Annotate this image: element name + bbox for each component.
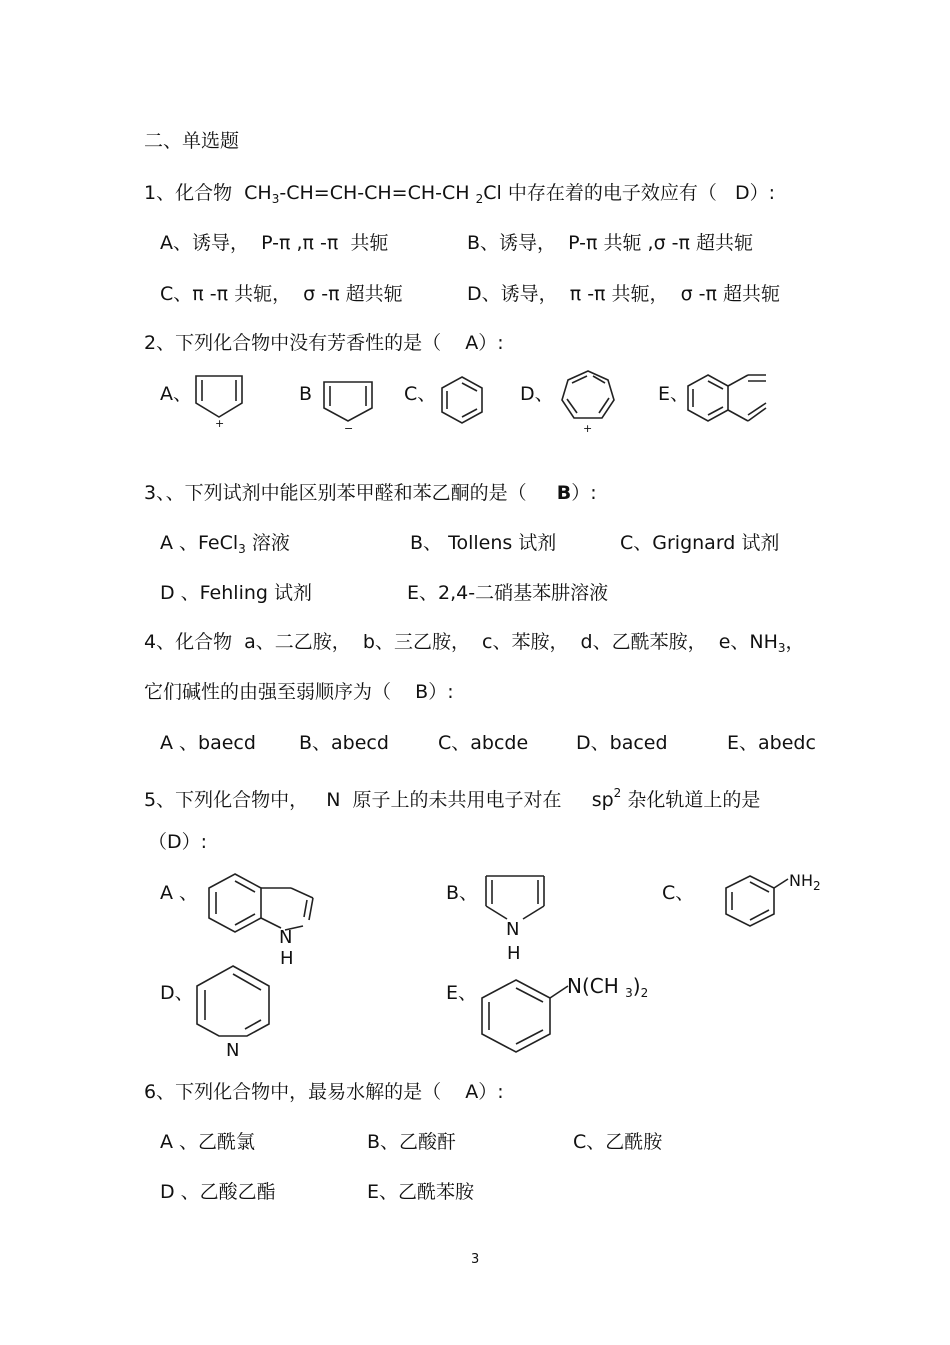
positive-charge: + <box>215 417 225 430</box>
q4-option-e: E、abedc <box>727 732 816 754</box>
dimethylamino-part: N(CH <box>567 974 626 998</box>
q1-option-a: A、诱导， P-π ,π -π 共轭 <box>160 232 389 254</box>
q2-stem: 2、下列化合物中没有芳香性的是（ A）: <box>144 332 504 354</box>
q2-label-a: A、 <box>160 383 192 405</box>
q5-stem-part: 杂化轨道上的是 <box>621 789 761 811</box>
q1-option-d: D、诱导， π -π 共轭， σ -π 超共轭 <box>467 283 781 305</box>
q6-option-e: E、乙酰苯胺 <box>367 1181 475 1203</box>
q2-label-b: B <box>299 383 313 405</box>
q3-option-a <box>160 531 290 561</box>
q4-option-d: D、baced <box>576 732 668 754</box>
hydrogen-atom: H <box>280 948 294 969</box>
q3-stem-part: 3、、下列试剂中能区别苯甲醛和苯乙酮的是（ <box>144 482 557 504</box>
pyridine-structure <box>193 962 277 1046</box>
aniline-structure <box>720 870 790 932</box>
q1-sub: 2 <box>475 192 484 206</box>
pyrrole-structure <box>480 872 550 924</box>
q3-option-b: B、 Tollens 试剂 <box>410 532 557 554</box>
positive-charge: + <box>583 422 593 435</box>
q1-option-b: B、诱导， P-π 共轭 ,σ -π 超共轭 <box>467 232 753 254</box>
q3-stem <box>144 481 597 505</box>
q3-option-a-sub: 3 <box>238 542 246 556</box>
q5-stem-line1 <box>144 781 760 812</box>
q3-option-a-part: 溶液 <box>245 532 290 554</box>
dimethylaniline-structure <box>478 972 578 1056</box>
nitrogen-atom: N <box>506 919 520 940</box>
q5-label-c: C、 <box>662 882 695 904</box>
q2-label-d: D、 <box>520 383 554 405</box>
q5-stem-line2: （D）: <box>148 831 208 853</box>
q6-option-a: A 、乙酰氯 <box>160 1131 256 1153</box>
q3-option-e: E、2,4-二硝基苯肼溶液 <box>407 582 609 604</box>
q3-option-a-part: A 、FeCl <box>160 532 239 554</box>
hydrogen-atom: H <box>507 943 521 964</box>
q3-option-c: C、Grignard 试剂 <box>620 532 780 554</box>
bicyclic-diene-structure <box>684 372 774 424</box>
q5-label-d: D、 <box>160 982 194 1004</box>
q4-option-c: C、abcde <box>438 732 529 754</box>
q5-label-b: B、 <box>446 882 479 904</box>
q3-answer: B <box>556 482 572 504</box>
q1-stem-part: -CH=CH-CH=CH-CH <box>279 182 476 204</box>
q2-label-c: C、 <box>404 383 437 405</box>
q4-stem-part: ， <box>785 631 805 653</box>
q1-option-c: C、π -π 共轭， σ -π 超共轭 <box>160 283 403 305</box>
q3-stem-part: ）: <box>571 482 597 504</box>
q6-option-d: D 、乙酸乙酯 <box>160 1181 276 1203</box>
q5-label-a: A 、 <box>160 882 199 904</box>
q6-option-b: B、乙酸酐 <box>367 1131 457 1153</box>
dimethylamino-group <box>567 976 648 1003</box>
q5-label-e: E、 <box>446 982 478 1004</box>
q3-option-d: D 、Fehling 试剂 <box>160 582 312 604</box>
cyclopentadienyl-cation-structure <box>190 370 250 422</box>
tropylium-structure <box>558 368 618 428</box>
dimethylamino-sub: 2 <box>640 986 649 1000</box>
q4-stem-line2: 它们碱性的由强至弱顺序为（ B）: <box>144 681 454 703</box>
dimethylamino-part: ) <box>632 974 641 998</box>
page-number: 3 <box>471 1252 480 1267</box>
benzene-structure <box>436 374 488 426</box>
q2-label-e: E、 <box>658 383 690 405</box>
q5-sup: 2 <box>613 786 622 800</box>
q1-stem-part: Cl 中存在着的电子效应有（ D）: <box>483 182 775 204</box>
q1-stem-part: 1、化合物 CH <box>144 182 272 204</box>
q4-option-b: B、abecd <box>299 732 389 754</box>
indole-structure <box>205 870 325 942</box>
amino-group-main: NH <box>789 871 813 890</box>
q4-sub: 3 <box>777 641 786 655</box>
q5-stem-part: 5、下列化合物中， N 原子上的未共用电子对在 sp <box>144 789 614 811</box>
dimethylamino-sub: 3 <box>625 986 633 1000</box>
negative-charge: − <box>344 422 354 435</box>
q6-stem: 6、下列化合物中，最易水解的是（ A）: <box>144 1081 504 1103</box>
q4-stem-line1 <box>144 630 805 660</box>
amino-group <box>789 871 821 896</box>
q1-sub: 3 <box>271 192 280 206</box>
section-title: 二、单选题 <box>144 130 240 152</box>
nitrogen-atom: N <box>226 1040 240 1061</box>
q1-stem <box>144 181 775 211</box>
amino-group-sub: 2 <box>813 879 821 893</box>
q6-option-c: C、乙酰胺 <box>573 1131 663 1153</box>
q4-stem-part: 4、化合物 a、二乙胺， b、三乙胺， c、苯胺， d、乙酰苯胺， e、NH <box>144 631 778 653</box>
nitrogen-atom: N <box>279 927 293 948</box>
q4-option-a: A 、baecd <box>160 732 256 754</box>
cyclopentadienyl-anion-structure <box>318 376 378 424</box>
